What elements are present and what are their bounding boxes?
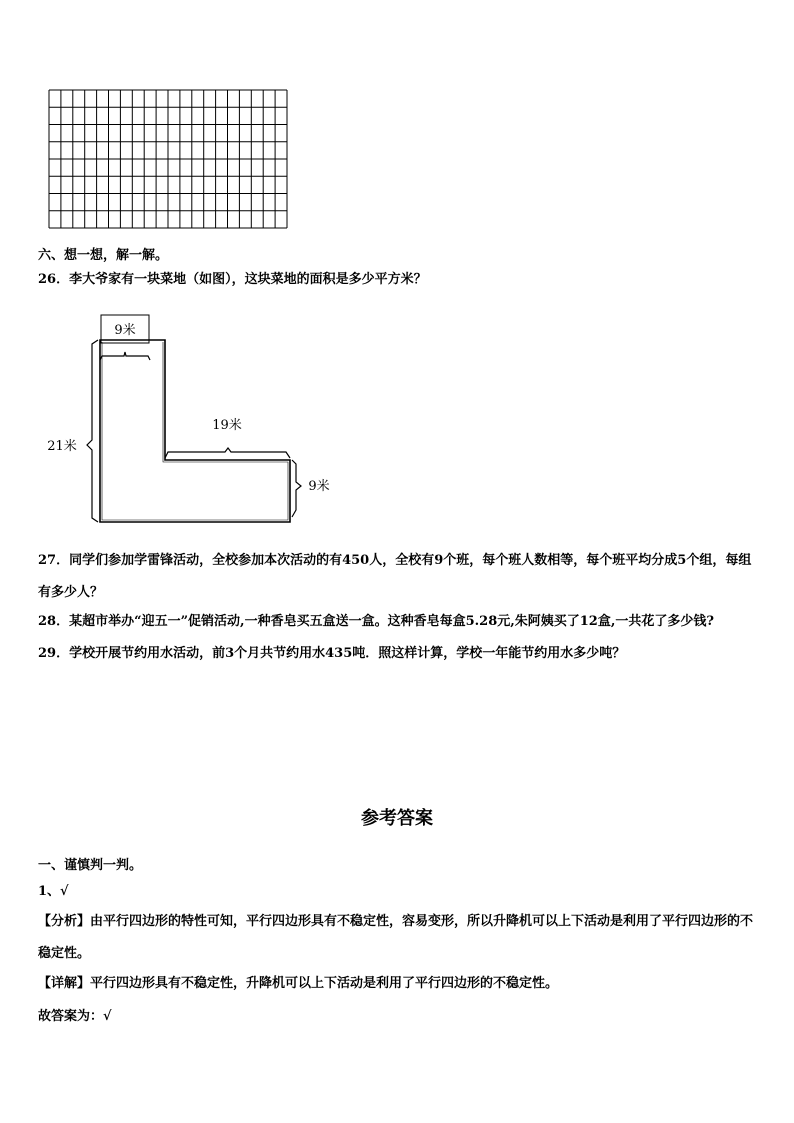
- l-shape-inner: [102, 342, 288, 520]
- label-top: 9米: [114, 323, 136, 338]
- l-shape: [100, 340, 290, 522]
- answer-item-1: 1、√: [38, 884, 69, 899]
- label-middle: 19米: [212, 418, 242, 433]
- grid-figure: [48, 89, 288, 229]
- question-text: 某超市举办“迎五一”促销活动,一种香皂买五盒送一盒。这种香皂每盒5.28元,朱阿姨买了12盒,一共花了多少钱?: [69, 614, 714, 629]
- answer-title: 参考答案: [361, 808, 433, 829]
- question-number: 29．: [38, 646, 70, 661]
- label-left: 21米: [47, 439, 77, 454]
- question-text: 学校开展节约用水活动，前3个月共节约用水435吨．照这样计算，学校一年能节约用水多少吨？: [69, 646, 626, 661]
- field-figure: [40, 312, 350, 532]
- question-number: 26．: [38, 272, 70, 287]
- question-text: 同学们参加学雷锋活动，全校参加本次活动的有450人，全校有9个班，每个班人数相等，每个班平均分成5个组，每组有多少人？: [38, 553, 752, 600]
- question-29: [38, 644, 625, 664]
- answer-analysis: 【分析】由平行四边形的特性可知，平行四边形具有不稳定性，容易变形，所以升降机可以上下活动是利用了平行四边形的不稳定性。: [38, 914, 754, 961]
- section-six-title: 六、想一想，解一解。: [38, 248, 169, 263]
- answer-conclusion: 故答案为：√: [38, 1009, 112, 1024]
- question-text: 李大爷家有一块菜地（如图），这块菜地的面积是多少平方米？: [69, 272, 427, 287]
- left-brace: [87, 340, 98, 522]
- top-brace: [100, 352, 150, 360]
- question-number: 28．: [38, 614, 70, 629]
- question-26: [38, 270, 427, 290]
- question-27: [38, 545, 758, 609]
- right-brace: [292, 460, 301, 517]
- middle-brace: [165, 448, 290, 458]
- answer-detail: 【详解】平行四边形具有不稳定性，升降机可以上下活动是利用了平行四边形的不稳定性。: [38, 976, 559, 991]
- question-28: [38, 612, 714, 632]
- answer-section-one: 一、谨慎判一判。: [38, 858, 143, 873]
- label-right: 9米: [308, 479, 330, 494]
- question-number: 27．: [38, 553, 70, 568]
